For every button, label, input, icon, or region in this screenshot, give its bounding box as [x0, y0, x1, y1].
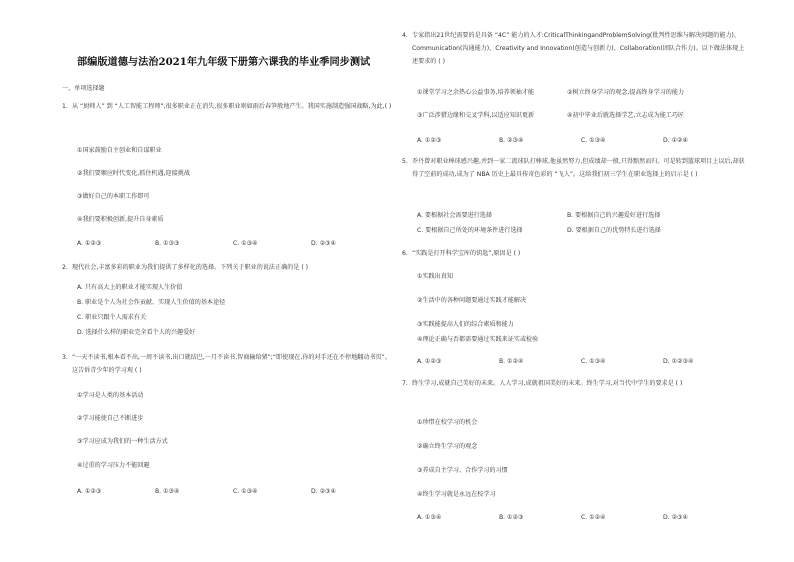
statement-item: ①课堂学习之余热心公益事务,培养领袖才能 [417, 89, 535, 96]
statement-item: ②学习能使自己不断进步 [77, 415, 144, 422]
question-6 [402, 247, 750, 260]
option-d[interactable]: D. ①②④ [663, 137, 688, 144]
statement-item: ①实践出真知 [417, 273, 453, 280]
question-stem: “实践是打开科学宝库的钥匙”,原因是 ( ) [412, 250, 521, 257]
question-number: 1. [62, 103, 68, 110]
statement-item: ③广泛涉猎边缘和交叉学科,以适应知识更新 [417, 112, 535, 119]
question-stem: 乔丹曾对职业棒球感兴趣,并到一家二流球队打棒球,他虽然努力,但成绩却一般,只得黯然而归。可是转到篮球项目上以后,却获得了空前的成功,成为了 NBA 历史上最具传奇色彩的 “飞人”。这给我们初三学生在职业选择上的启示是 ( ) [412, 158, 745, 178]
statement-item: ④我们要积极创新,提升自身素质 [77, 216, 164, 223]
option-c[interactable]: C. 要根据自己所处的环境条件进行选择 [417, 227, 523, 234]
option-d[interactable]: D. ①②③④ [663, 358, 694, 365]
option-a[interactable]: A. ①②③ [417, 358, 442, 365]
option-b[interactable]: B. ①③③ [155, 240, 180, 247]
option-b[interactable]: B. ②③④ [499, 137, 524, 144]
question-stem: 现代社会,丰富多彩的职业为我们提供了多样化的选择。下列关于职业的说法正确的是 ( ) [72, 264, 309, 271]
statement-item: ③养成自主学习、合作学习的习惯 [417, 467, 508, 474]
option-c[interactable]: C. ①③④ [581, 358, 606, 365]
question-number: 7. [402, 380, 408, 387]
option-d[interactable]: D. 要根据自己的优势特长进行选择 [567, 227, 661, 234]
option-c[interactable]: C. ①③④ [581, 137, 606, 144]
statement-item: ①国家鼓励自主创业和自谋职业 [77, 147, 162, 154]
question-stem: 从 “厨师人” 到 “人工智能工程师”,很多职业正在消失,很多职业则如雨后春笋般地产生。我国实施制造强国战略,为此,( ) [72, 103, 392, 110]
statement-item: ①珍惜在校学习的机会 [417, 419, 478, 426]
statement-item: ③实践能提高人们的综合素质和能力 [417, 321, 514, 328]
option-b[interactable]: B. ①②③ [499, 514, 524, 521]
option-b[interactable]: B. ①②④ [499, 358, 524, 365]
option-a[interactable]: A. 只有高大上的职业才能实现人生价值 [77, 284, 183, 291]
option-c[interactable]: C. 职业只跟个人需求有关 [77, 314, 147, 321]
question-stem: 专家指出21世纪需要的是具备 “4C” 能力的人才:CriticalThinkingandProblemSolving(批判性思维与解决问题的能力)、Communication(沟通能力)、Creativity and Innovation(创造与创新力)、Collaboration(团队合作力)。以下做法体现上述要求的 ( ) [412, 32, 745, 65]
question-7 [402, 377, 750, 390]
statement-item: ④过重的学习压力不能回避 [77, 462, 150, 469]
statement-item: ④理论正确与否都需要通过实践来证实或检验 [417, 336, 539, 343]
question-number: 6. [402, 250, 408, 257]
option-b[interactable]: B. 职业是个人为社会作贡献、实现人生价值的基本途径 [77, 299, 226, 306]
statement-item: ②确立终生学习的观念 [417, 443, 478, 450]
option-c[interactable]: C. ①③④ [233, 240, 258, 247]
option-d[interactable]: D. ②③④ [663, 514, 688, 521]
statement-item: ③做好自己的本职工作即可 [77, 193, 150, 200]
statement-item: ②生活中的各种问题要通过实践才能解决 [417, 297, 527, 304]
statement-item: ①学习是人类的基本活动 [77, 392, 144, 399]
question-number: 5. [402, 158, 408, 165]
statement-item: ②树立终身学习的观念,提高终身学习的能力 [567, 89, 685, 96]
question-stem: 终生学习,成就自己美好的未来。人人学习,成就祖国美好的未来。终生学习,对当代中学生的要求是 ( ) [412, 380, 683, 387]
question-3 [62, 351, 392, 377]
option-b[interactable]: B. ①③④ [155, 488, 180, 495]
option-c[interactable]: C. ①③④ [233, 488, 258, 495]
statement-item: ④初中毕业后就选择学艺,立志成为能工巧匠 [567, 112, 685, 119]
statement-item: ④终生学习就是永远在校学习 [417, 491, 496, 498]
statement-item: ②我们要顺应时代变化,抓住机遇,迎接挑战 [77, 170, 190, 177]
question-5 [402, 155, 750, 181]
question-number: 3. [62, 354, 68, 361]
statement-item: ③学习应成为我们的一种生活方式 [77, 438, 168, 445]
option-d[interactable]: D. ②③④ [311, 488, 336, 495]
question-4 [402, 29, 750, 68]
document-title: 部编版道德与法治2021年九年级下册第六课我的毕业季同步测试 [77, 56, 371, 68]
option-a[interactable]: A. ①③④ [417, 514, 442, 521]
option-d[interactable]: D. 选择什么样的职业完全看个人的兴趣爱好 [77, 329, 196, 336]
option-a[interactable]: A. ①②③ [77, 240, 102, 247]
question-2 [62, 261, 392, 274]
question-1 [62, 100, 392, 113]
option-b[interactable]: B. 要根据自己的兴趣爱好进行选择 [567, 212, 661, 219]
question-number: 4. [402, 32, 408, 39]
option-a[interactable]: A. ①②③ [77, 488, 102, 495]
option-d[interactable]: D. ②③④ [311, 240, 336, 247]
section-heading: 一、单项选择题 [62, 85, 105, 92]
option-a[interactable]: A. ①②③ [417, 137, 442, 144]
option-c[interactable]: C. ①②④ [581, 514, 606, 521]
question-number: 2. [62, 264, 68, 271]
option-a[interactable]: A. 要根据社会需要进行选择 [417, 212, 492, 219]
question-stem: “一天不读书,根本看不出,一周不读书,出口就结巴,一月不读书,智商输给猪”;“即使现在,你的对手还在不停地翻动书页”。这告诉青少年的学习观 ( ) [72, 354, 391, 374]
